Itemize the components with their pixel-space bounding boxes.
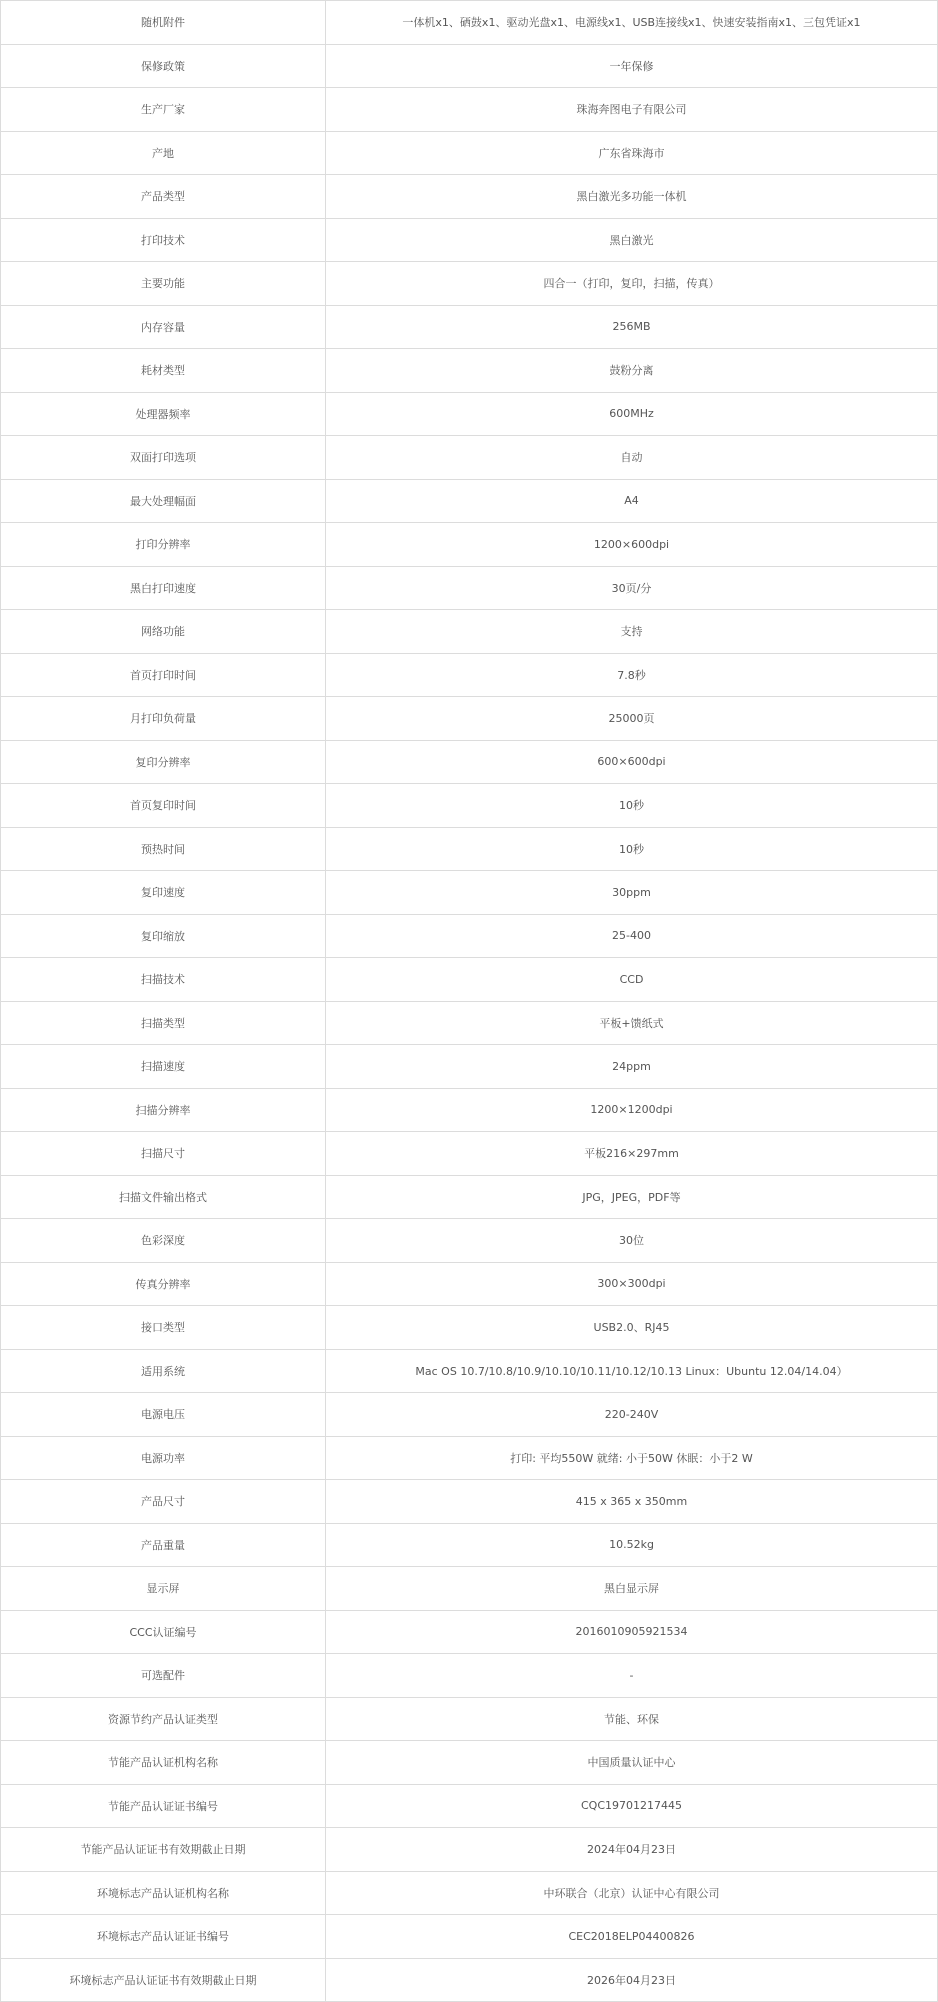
spec-row	[0, 1741, 938, 1785]
spec-value: 自动	[326, 436, 938, 479]
spec-label: 扫描文件输出格式	[0, 1176, 326, 1219]
spec-value: 中国质量认证中心	[326, 1741, 938, 1784]
spec-row	[0, 1915, 938, 1959]
spec-row	[0, 1785, 938, 1829]
spec-label: 节能产品认证机构名称	[0, 1741, 326, 1784]
spec-value: 中环联合（北京）认证中心有限公司	[326, 1872, 938, 1915]
spec-row	[0, 436, 938, 480]
spec-value: 黑白激光多功能一体机	[326, 175, 938, 218]
spec-label: 产品尺寸	[0, 1480, 326, 1523]
spec-label: 扫描尺寸	[0, 1132, 326, 1175]
spec-value: 平板216×297mm	[326, 1132, 938, 1175]
spec-label: 产品类型	[0, 175, 326, 218]
spec-label: 主要功能	[0, 262, 326, 305]
spec-label: 双面打印选项	[0, 436, 326, 479]
spec-value: 25-400	[326, 915, 938, 958]
spec-row	[0, 1567, 938, 1611]
spec-label: 显示屏	[0, 1567, 326, 1610]
spec-row	[0, 1306, 938, 1350]
spec-value: 600MHz	[326, 393, 938, 436]
spec-label: 首页打印时间	[0, 654, 326, 697]
spec-value: 30页/分	[326, 567, 938, 610]
spec-value: 256MB	[326, 306, 938, 349]
spec-value: 节能、环保	[326, 1698, 938, 1741]
spec-row	[0, 784, 938, 828]
spec-row	[0, 1611, 938, 1655]
spec-row	[0, 1350, 938, 1394]
spec-value: A4	[326, 480, 938, 523]
spec-value: 一年保修	[326, 45, 938, 88]
spec-row	[0, 828, 938, 872]
spec-value: 300×300dpi	[326, 1263, 938, 1306]
spec-row	[0, 1959, 938, 2002]
spec-label: 生产厂家	[0, 88, 326, 131]
spec-row	[0, 1219, 938, 1263]
spec-label: 保修政策	[0, 45, 326, 88]
spec-label: 扫描速度	[0, 1045, 326, 1088]
spec-value: 平板+馈纸式	[326, 1002, 938, 1045]
spec-row	[0, 349, 938, 393]
spec-value: JPG，JPEG，PDF等	[326, 1176, 938, 1219]
spec-label: CCC认证编号	[0, 1611, 326, 1654]
spec-value: USB2.0、RJ45	[326, 1306, 938, 1349]
spec-label: 扫描类型	[0, 1002, 326, 1045]
spec-value: 打印: 平均550W 就绪: 小于50W 休眠：小于2 W	[326, 1437, 938, 1480]
spec-row	[0, 306, 938, 350]
spec-value: 一体机x1、硒鼓x1、驱动光盘x1、电源线x1、USB连接线x1、快速安装指南x1、三包凭证x1	[326, 1, 938, 44]
spec-label: 随机附件	[0, 1, 326, 44]
spec-value: 10秒	[326, 828, 938, 871]
spec-row	[0, 1524, 938, 1568]
spec-value: 30ppm	[326, 871, 938, 914]
spec-label: 电源功率	[0, 1437, 326, 1480]
spec-value: 1200×600dpi	[326, 523, 938, 566]
spec-label: 复印速度	[0, 871, 326, 914]
spec-label: 网络功能	[0, 610, 326, 653]
spec-value: 415 x 365 x 350mm	[326, 1480, 938, 1523]
spec-label: 环境标志产品认证证书编号	[0, 1915, 326, 1958]
spec-row	[0, 654, 938, 698]
spec-row	[0, 567, 938, 611]
spec-label: 传真分辨率	[0, 1263, 326, 1306]
spec-row	[0, 262, 938, 306]
spec-row	[0, 1698, 938, 1742]
spec-label: 处理器频率	[0, 393, 326, 436]
spec-row	[0, 1872, 938, 1916]
spec-value: Mac OS 10.7/10.8/10.9/10.10/10.11/10.12/10.13 Linux：Ubuntu 12.04/14.04）	[326, 1350, 938, 1393]
spec-label: 资源节约产品认证类型	[0, 1698, 326, 1741]
spec-row	[0, 45, 938, 89]
spec-value: 10.52kg	[326, 1524, 938, 1567]
spec-row	[0, 1480, 938, 1524]
spec-value: 广东省珠海市	[326, 132, 938, 175]
spec-value: 黑白激光	[326, 219, 938, 262]
spec-label: 产地	[0, 132, 326, 175]
spec-label: 可选配件	[0, 1654, 326, 1697]
spec-value: 10秒	[326, 784, 938, 827]
spec-label: 预热时间	[0, 828, 326, 871]
spec-row	[0, 1, 938, 45]
spec-value: 7.8秒	[326, 654, 938, 697]
spec-label: 最大处理幅面	[0, 480, 326, 523]
spec-row	[0, 1089, 938, 1133]
spec-value: 600×600dpi	[326, 741, 938, 784]
spec-row	[0, 871, 938, 915]
spec-label: 耗材类型	[0, 349, 326, 392]
spec-row	[0, 1393, 938, 1437]
spec-row	[0, 958, 938, 1002]
spec-label: 产品重量	[0, 1524, 326, 1567]
spec-value: 25000页	[326, 697, 938, 740]
spec-row	[0, 132, 938, 176]
spec-label: 适用系统	[0, 1350, 326, 1393]
spec-label: 复印分辨率	[0, 741, 326, 784]
spec-row	[0, 393, 938, 437]
spec-row	[0, 1132, 938, 1176]
spec-row	[0, 1045, 938, 1089]
spec-value: CCD	[326, 958, 938, 1001]
spec-label: 接口类型	[0, 1306, 326, 1349]
spec-value: CQC19701217445	[326, 1785, 938, 1828]
spec-row	[0, 697, 938, 741]
spec-row	[0, 915, 938, 959]
spec-row	[0, 610, 938, 654]
spec-row	[0, 480, 938, 524]
spec-value: CEC2018ELP04400826	[326, 1915, 938, 1958]
spec-label: 复印缩放	[0, 915, 326, 958]
spec-label: 环境标志产品认证证书有效期截止日期	[0, 1959, 326, 2002]
spec-row	[0, 88, 938, 132]
spec-value: 珠海奔图电子有限公司	[326, 88, 938, 131]
spec-row	[0, 175, 938, 219]
spec-label: 扫描技术	[0, 958, 326, 1001]
spec-value: 1200×1200dpi	[326, 1089, 938, 1132]
spec-label: 电源电压	[0, 1393, 326, 1436]
spec-label: 节能产品认证证书有效期截止日期	[0, 1828, 326, 1871]
spec-row	[0, 1002, 938, 1046]
spec-row	[0, 1263, 938, 1307]
spec-row	[0, 1437, 938, 1481]
spec-value: 220-240V	[326, 1393, 938, 1436]
spec-value: 鼓粉分离	[326, 349, 938, 392]
spec-value: 四合一（打印，复印，扫描，传真）	[326, 262, 938, 305]
spec-label: 黑白打印速度	[0, 567, 326, 610]
spec-label: 打印技术	[0, 219, 326, 262]
spec-row	[0, 219, 938, 263]
spec-label: 环境标志产品认证机构名称	[0, 1872, 326, 1915]
spec-label: 色彩深度	[0, 1219, 326, 1262]
spec-value: 2024年04月23日	[326, 1828, 938, 1871]
spec-row	[0, 1176, 938, 1220]
spec-label: 打印分辨率	[0, 523, 326, 566]
spec-label: 节能产品认证证书编号	[0, 1785, 326, 1828]
spec-label: 首页复印时间	[0, 784, 326, 827]
spec-row	[0, 741, 938, 785]
spec-value: 黑白显示屏	[326, 1567, 938, 1610]
spec-label: 内存容量	[0, 306, 326, 349]
spec-value: -	[326, 1654, 938, 1697]
spec-value: 24ppm	[326, 1045, 938, 1088]
spec-value: 支持	[326, 610, 938, 653]
spec-row	[0, 1654, 938, 1698]
spec-row	[0, 1828, 938, 1872]
spec-label: 月打印负荷量	[0, 697, 326, 740]
spec-value: 30位	[326, 1219, 938, 1262]
spec-value: 2026年04月23日	[326, 1959, 938, 2002]
spec-row	[0, 523, 938, 567]
spec-label: 扫描分辨率	[0, 1089, 326, 1132]
spec-value: 2016010905921534	[326, 1611, 938, 1654]
